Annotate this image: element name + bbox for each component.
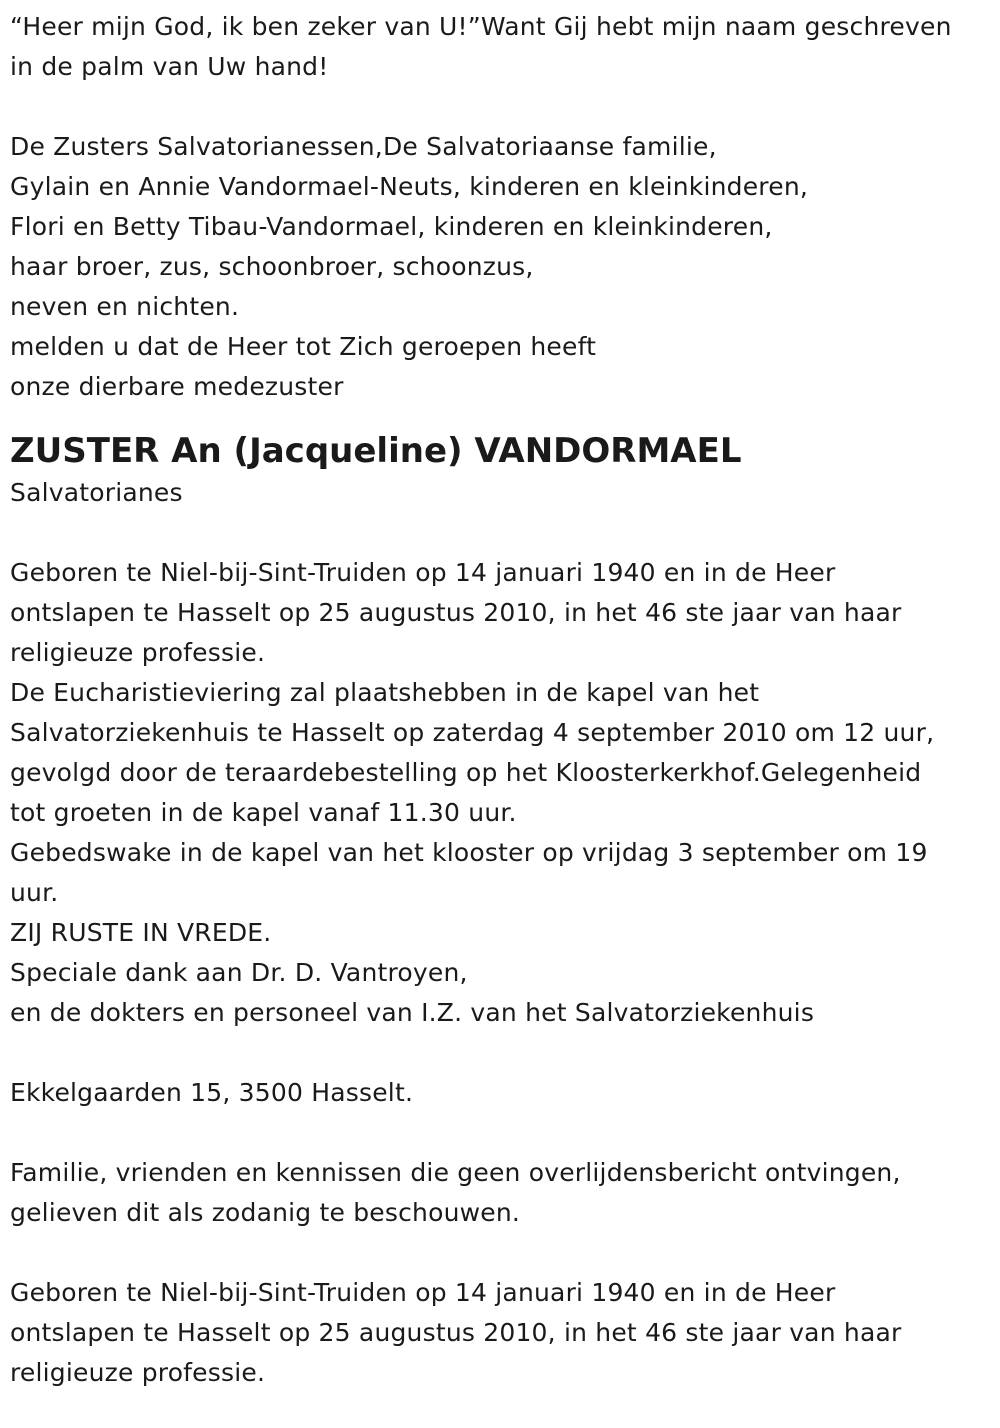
announcement-line: melden u dat de Heer tot Zich geroepen heeft <box>10 332 597 361</box>
details-line: tot groeten in de kapel vanaf 11.30 uur. <box>10 798 517 827</box>
spacer <box>10 1233 995 1273</box>
deceased-name: ZUSTER An (Jacqueline) VANDORMAEL <box>10 431 742 471</box>
announcement-line: Flori en Betty Tibau-Vandormael, kinderen en kleinkinderen, <box>10 212 773 241</box>
notice-line: gelieven dit als zodanig te beschouwen. <box>10 1198 521 1227</box>
announcement-line: onze dierbare medezuster <box>10 372 344 401</box>
opening-quote <box>10 7 995 87</box>
spacer <box>10 513 995 553</box>
spacer <box>10 407 995 423</box>
details-line: Gebedswake in de kapel van het klooster op vrijdag 3 september om 19 <box>10 838 928 867</box>
notice-line: Familie, vrienden en kennissen die geen overlijdensbericht ontvingen, <box>10 1158 901 1187</box>
announcement-line: haar broer, zus, schoonbroer, schoonzus, <box>10 252 534 281</box>
details-line: Geboren te Niel-bij-Sint-Truiden op 14 januari 1940 en in de Heer <box>10 558 836 587</box>
quote-line: in de palm van Uw hand! <box>10 52 329 81</box>
announcement-line: De Zusters Salvatorianessen,De Salvatoriaanse familie, <box>10 132 717 161</box>
quote-line: “Heer mijn God, ik ben zeker van U!”Want Gij hebt mijn naam geschreven <box>10 12 952 41</box>
notice-block <box>10 1153 995 1233</box>
details-line: De Eucharistieviering zal plaatshebben in de kapel van het <box>10 678 760 707</box>
details-line: religieuze professie. <box>10 638 266 667</box>
details-line: en de dokters en personeel van I.Z. van het Salvatorziekenhuis <box>10 998 815 1027</box>
announcement-line: Gylain en Annie Vandormael-Neuts, kinderen en kleinkinderen, <box>10 172 809 201</box>
spacer <box>10 1033 995 1073</box>
congregation: Salvatorianes <box>10 478 183 507</box>
details-line: uur. <box>10 878 59 907</box>
repeat-line: ontslapen te Hasselt op 25 augustus 2010, in het 46 ste jaar van haar <box>10 1318 902 1347</box>
repeat-line: Geboren te Niel-bij-Sint-Truiden op 14 januari 1940 en in de Heer <box>10 1278 836 1307</box>
repeat-block <box>10 1273 995 1393</box>
obituary-document <box>10 7 995 1393</box>
details-line: Salvatorziekenhuis te Hasselt op zaterdag 4 september 2010 om 12 uur, <box>10 718 935 747</box>
details-line: Speciale dank aan Dr. D. Vantroyen, <box>10 958 468 987</box>
details-line: ZIJ RUSTE IN VREDE. <box>10 918 272 947</box>
announcement-line: neven en nichten. <box>10 292 240 321</box>
spacer <box>10 1113 995 1153</box>
repeat-line: religieuze professie. <box>10 1358 266 1387</box>
details-block <box>10 553 995 1033</box>
spacer <box>10 87 995 127</box>
details-line: ontslapen te Hasselt op 25 augustus 2010, in het 46 ste jaar van haar <box>10 598 902 627</box>
address: Ekkelgaarden 15, 3500 Hasselt. <box>10 1078 414 1107</box>
announcement-block <box>10 127 995 407</box>
details-line: gevolgd door de teraardebestelling op het Kloosterkerkhof.Gelegenheid <box>10 758 922 787</box>
